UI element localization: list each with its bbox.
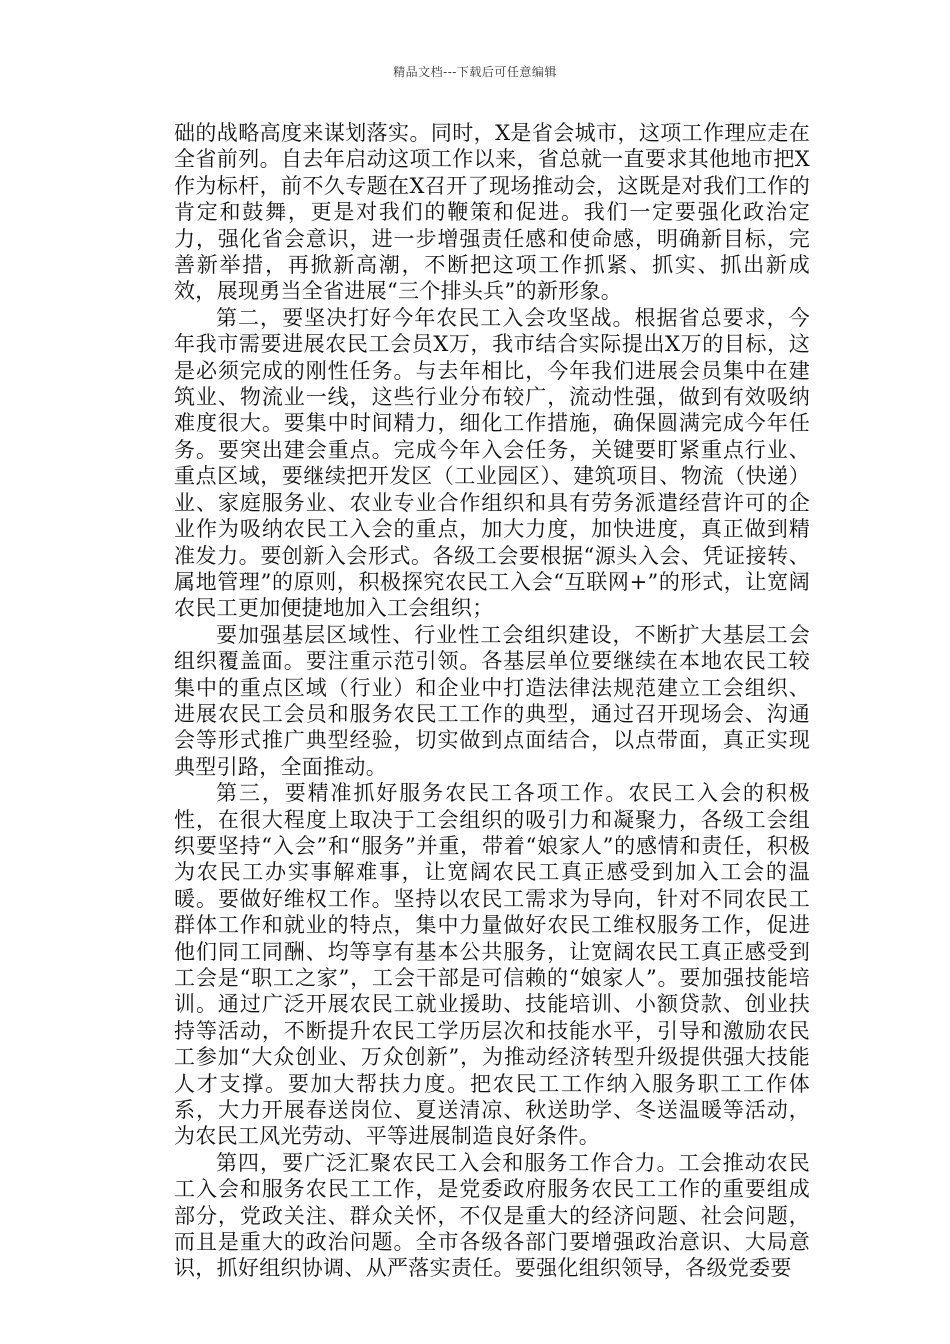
paragraph: 础的战略高度来谋划落实。同时，X是省会城市，这项工作理应走在全省前列。自去年启动这项工作以来，省总就一直要求其他地市把X作为标杆，前不久专题在X召开了现场推动会，这既是对我们工作的肯定和鼓舞，更是对我们的鞭策和促进。我们一定要强化政治定力，强化省会意识，进一步增强责任感和使命感，明确新目标，完善新举措，再掀新高潮，不断把这项工作抓紧、抓实、抓出新成效，展现勇当全省进展“三个排头兵”的新形象。 — [174, 121, 810, 304]
paragraph: 第三，要精准抓好服务农民工各项工作。农民工入会的积极性，在很大程度上取决于工会组织的吸引力和凝聚力，各级工会组织要坚持“入会”和“服务”并重，带着“娘家人”的感情和责任，积极为农民工办实事解难事，让宽阔农民工真正感受到加入工会的温暖。要做好维权工作。坚持以农民工需求为导向，针对不同农民工群体工作和就业的特点，集中力量做好农民工维权服务工作，促进他们同工同酬、均等享有基本公共服务，让宽阔农民工真正感受到工会是“职工之家”，工会干部是可信赖的“娘家人”。要加强技能培训。通过广泛开展农民工就业援助、技能培训、小额贷款、创业扶持等活动，不断提升农民工学历层次和技能水平，引导和激励农民工参加“大众创业、万众创新”，为推动经济转型升级提供强大技能人才支撑。要加大帮扶力度。把农民工工作纳入服务职工工作体系，大力开展春送岗位、夏送清凉、秋送助学、冬送温暖等活动，为农民工风光劳动、平等进展制造良好条件。 — [174, 781, 810, 1149]
paragraph: 第二，要坚决打好今年农民工入会攻坚战。根据省总要求，今年我市需要进展农民工会员X万，我市结合实际提出X万的目标，这是必须完成的刚性任务。与去年相比，今年我们进展会员集中在建筑业、物流业一线，这些行业分布较广，流动性强，做到有效吸纳难度很大。要集中时间精力，细化工作措施，确保圆满完成今年任务。要突出建会重点。完成今年入会任务，关键要盯紧重点行业、重点区域，要继续把开发区（工业园区）、建筑项目、物流（快递）业、家庭服务业、农业专业合作组织和具有劳务派遣经营许可的企业作为吸纳农民工入会的重点，加大力度，加快进度，真正做到精准发力。要创新入会形式。各级工会要根据“源头入会、凭证接转、属地管理”的原则，积极探究农民工入会“互联网+”的形式，让宽阔农民工更加便捷地加入工会组织； — [174, 305, 810, 621]
paragraph: 要加强基层区域性、行业性工会组织建设，不断扩大基层工会组织覆盖面。要注重示范引领。各基层单位要继续在本地农民工较集中的重点区域（行业）和企业中打造法律法规范建立工会组织、进展农民工会员和服务农民工工作的典型，通过召开现场会、沟通会等形式推广典型经验，切实做到点面结合，以点带面，真正实现典型引路，全面推动。 — [174, 622, 810, 779]
document-body — [174, 120, 810, 1282]
page-header: 精品文档---下载后可任意编辑 — [393, 65, 557, 79]
paragraph: 第四，要广泛汇聚农民工入会和服务工作合力。工会推动农民工入会和服务农民工工作，是党委政府服务农民工工作的重要组成部分，党政关注、群众关怀，不仅是重大的经济问题、社会问题，而且是重大的政治问题。全市各级各部门要增强政治意识、大局意识，抓好组织协调、从严落实责任。要强化组织领导，各级党委要 — [174, 1150, 810, 1281]
